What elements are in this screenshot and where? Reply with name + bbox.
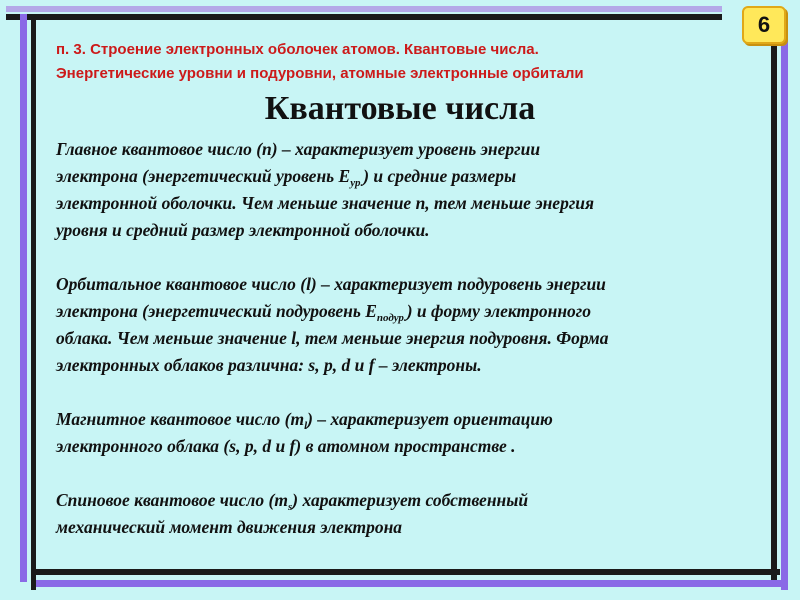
text-line (56, 298, 771, 325)
text-line: уровня и средний размер электронной оболочки. (56, 220, 430, 240)
text-fragment: Магнитное квантовое число (m (56, 409, 305, 429)
paragraph-spin-quantum-number (56, 487, 771, 541)
text-fragment: Спиновое квантовое число (m (56, 490, 288, 510)
subscript: l (304, 420, 308, 432)
body-text (56, 136, 771, 568)
text-line: электронного облака (s, p, d и f) в атомном пространстве . (56, 436, 516, 456)
section-header-line-1: п. 3. Строение электронных оболочек атомов. Квантовые числа. (56, 41, 539, 58)
frame-bar-bottom-dark (36, 569, 780, 575)
paragraph-principal-quantum-number (56, 136, 771, 244)
paragraph-magnetic-quantum-number (56, 406, 771, 460)
text-fragment: ) – характеризует ориентацию (307, 409, 553, 429)
text-fragment: электрона (энергетический подуровень E (56, 301, 377, 321)
text-line: электронных облаков различна: s, p, d и f – электроны. (56, 355, 482, 375)
frame-bar-top-light (6, 6, 722, 12)
slide-number-badge: 6 (742, 6, 786, 44)
paragraph-orbital-quantum-number (56, 271, 771, 379)
slide-title: Квантовые числа (264, 90, 536, 127)
text-line: механический момент движения электрона (56, 517, 403, 537)
subscript: ур. (350, 177, 364, 189)
text-fragment: ) характеризует собственный (292, 490, 529, 510)
text-fragment: электрона (энергетический уровень E (56, 166, 351, 186)
section-header (56, 38, 756, 86)
text-fragment: ) и форму электронного (406, 301, 592, 321)
text-line: Орбитальное квантовое число (l) – характеризует подуровень энергии (56, 274, 606, 294)
text-line (56, 163, 771, 190)
text-line: электронной оболочки. Чем меньше значение n, тем меньше энергия (56, 193, 595, 213)
frame-bar-bottom-purple (36, 580, 788, 587)
subscript: s (287, 501, 293, 513)
text-fragment: ) и средние размеры (363, 166, 517, 186)
section-header-line-2: Энергетические уровни и подуровни, атомные электронные орбитали (56, 65, 584, 82)
subscript: подур. (376, 312, 407, 324)
text-line (56, 406, 771, 433)
frame-bar-top-dark (6, 14, 722, 20)
text-line: Главное квантовое число (n) – характеризует уровень энергии (56, 139, 541, 159)
text-line: облака. Чем меньше значение l, тем меньше энергия подуровня. Форма (56, 328, 609, 348)
text-line (56, 487, 771, 514)
